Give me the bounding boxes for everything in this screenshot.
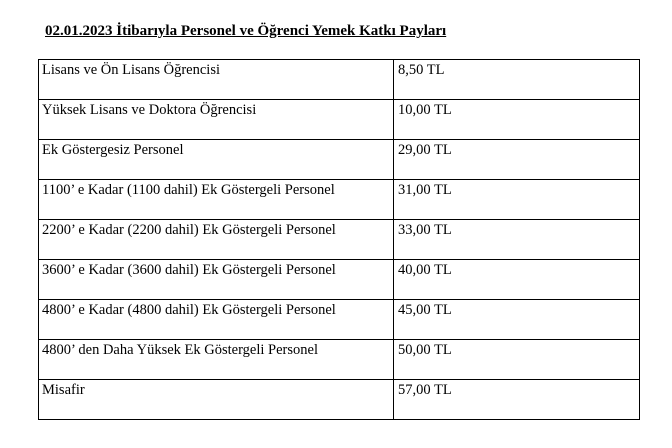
meal-fee-table	[38, 59, 640, 420]
table-row	[39, 180, 640, 220]
fee-cell: 45,00 TL	[394, 300, 640, 340]
category-cell: 4800’ den Daha Yüksek Ek Göstergeli Personel	[39, 340, 394, 380]
table-row	[39, 220, 640, 260]
category-cell: Lisans ve Ön Lisans Öğrencisi	[39, 60, 394, 100]
fee-cell: 10,00 TL	[394, 100, 640, 140]
category-cell: 2200’ e Kadar (2200 dahil) Ek Göstergeli Personel	[39, 220, 394, 260]
table-row	[39, 380, 640, 420]
fee-cell: 57,00 TL	[394, 380, 640, 420]
category-cell: Ek Göstergesiz Personel	[39, 140, 394, 180]
fee-cell: 33,00 TL	[394, 220, 640, 260]
table-row	[39, 60, 640, 100]
category-cell: 3600’ e Kadar (3600 dahil) Ek Göstergeli Personel	[39, 260, 394, 300]
fee-cell: 50,00 TL	[394, 340, 640, 380]
table-row	[39, 340, 640, 380]
table-row	[39, 100, 640, 140]
table-row	[39, 260, 640, 300]
category-cell: 4800’ e Kadar (4800 dahil) Ek Göstergeli Personel	[39, 300, 394, 340]
document-title: 02.01.2023 İtibarıyla Personel ve Öğrenci Yemek Katkı Payları	[45, 23, 447, 39]
category-cell: 1100’ e Kadar (1100 dahil) Ek Göstergeli Personel	[39, 180, 394, 220]
fee-cell: 29,00 TL	[394, 140, 640, 180]
category-cell: Misafir	[39, 380, 394, 420]
category-cell: Yüksek Lisans ve Doktora Öğrencisi	[39, 100, 394, 140]
fee-cell: 40,00 TL	[394, 260, 640, 300]
fee-cell: 8,50 TL	[394, 60, 640, 100]
table-row	[39, 300, 640, 340]
table-row	[39, 140, 640, 180]
fee-cell: 31,00 TL	[394, 180, 640, 220]
